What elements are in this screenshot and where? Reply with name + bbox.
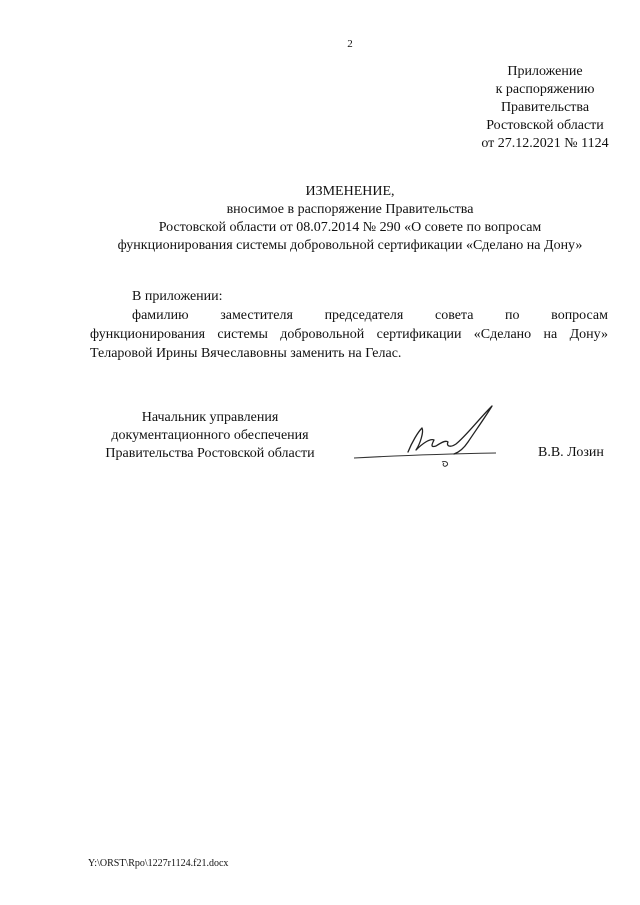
appendix-header — [445, 63, 640, 153]
appendix-line: к распоряжению — [495, 82, 595, 97]
body-text-line: функционирования системы добровольной сертификации «Сделано на Дону» — [90, 327, 608, 342]
page-number: 2 — [347, 38, 353, 50]
signatory-position — [90, 409, 330, 463]
position-line: Начальник управления — [141, 410, 279, 425]
file-path-footer: Y:\ORST\Rpo\1227r1124.f21.docx — [88, 858, 229, 869]
title-line: вносимое в распоряжение Правительства — [226, 202, 474, 217]
title-line: функционирования системы добровольной сертификации «Сделано на Дону» — [117, 238, 583, 253]
handwritten-signature — [350, 402, 500, 472]
appendix-line: Приложение — [507, 64, 583, 79]
appendix-line: Правительства — [500, 100, 590, 115]
title-heading: ИЗМЕНЕНИЕ, — [305, 184, 395, 199]
position-line: документационного обеспечения — [111, 428, 309, 443]
body-intro: В приложении: — [132, 289, 223, 304]
document-title — [60, 183, 640, 255]
appendix-line: Ростовской области — [486, 118, 604, 133]
document-body — [90, 287, 608, 363]
body-text-line: фамилию заместителя председателя совета по вопросам — [132, 308, 608, 323]
title-line: Ростовской области от 08.07.2014 № 290 «О совете по вопросам — [158, 220, 542, 235]
appendix-date-number: от 27.12.2021 № 1124 — [481, 136, 609, 151]
body-text-line: Теларовой Ирины Вячеславовны заменить на Гелас. — [90, 346, 402, 361]
position-line: Правительства Ростовской области — [105, 446, 315, 461]
signer-name: В.В. Лозин — [538, 445, 604, 460]
